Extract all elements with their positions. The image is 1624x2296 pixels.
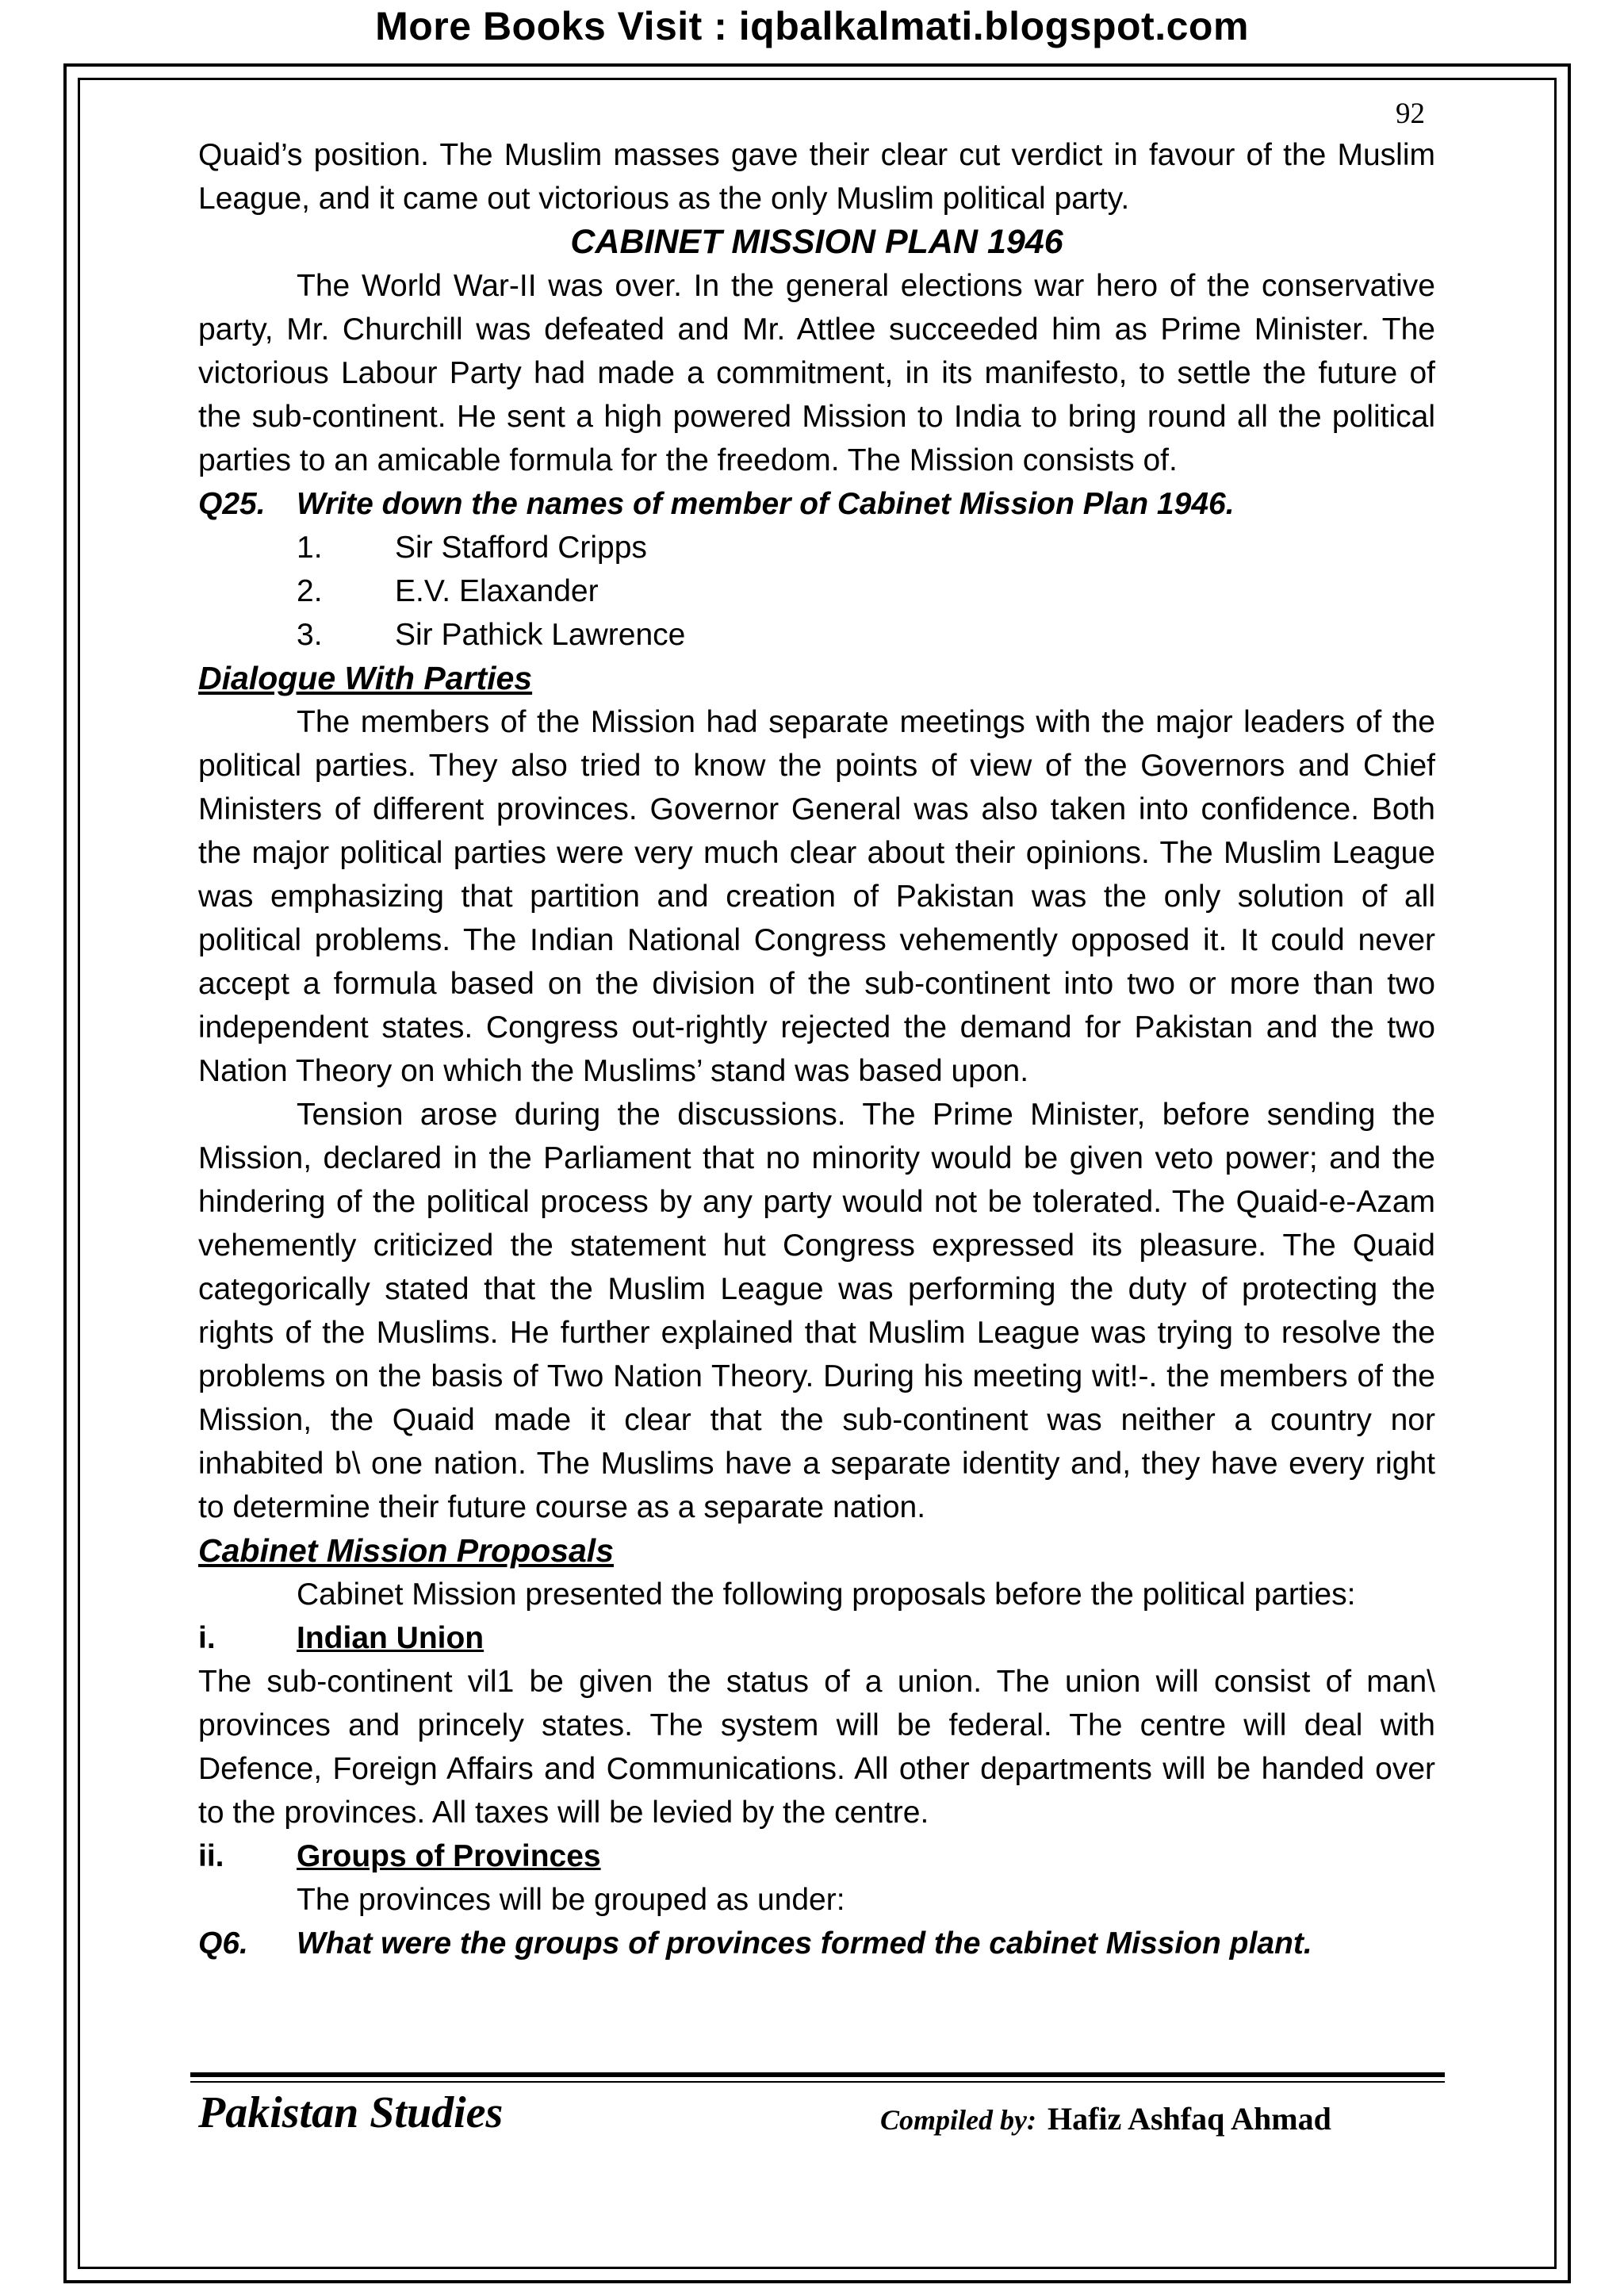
header-banner: More Books Visit : iqbalkalmati.blogspot.com [375,4,1249,48]
list-item [198,569,1435,613]
page-number: 92 [1396,98,1425,130]
list-item-number: 2. [297,574,323,608]
section-paragraph: The World War-II was over. In the general elections war hero of the conservative party, Mr. Churchill was defeated and Mr. Attlee succeeded him as Prime Minister. The victorious Labour Party had made a commitment, in its manifesto, to settle the future of the sub-continent. He sent a high powered Mission to India to bring round all the political parties to an amicable formula for the freedom. The Mission consists of. [198,269,1435,477]
question-6 [198,1922,1435,1965]
member-list [198,526,1435,657]
dialogue-heading: Dialogue With Parties [198,660,533,696]
footer-book-title: Pakistan Studies [198,2088,504,2137]
page-content [198,133,1435,1965]
question-number: Q25. [198,487,266,521]
list-item [198,526,1435,569]
proposal-title: Indian Union [297,1621,485,1655]
proposal-title: Groups of Provinces [297,1839,601,1873]
list-item-number: 1. [297,531,323,565]
footer-divider-thin [190,2081,1445,2083]
question-text: What were the groups of provinces formed the cabinet Mission plant. [297,1926,1312,1961]
proposal-item-1 [198,1616,1435,1660]
author-name: Hafiz Ashfaq Ahmad [1047,2101,1331,2137]
proposal-number: ii. [198,1839,224,1873]
proposal-item-2-text: The provinces will be grouped as under: [297,1883,845,1917]
dialogue-paragraph-1: The members of the Mission had separate meetings with the major leaders of the political parties. They also tried to know the points of view of the Governors and Chief Ministers of different provinces. Governor General was also taken into confidence. Both the major political parties were very much clear about their opinions. The Muslim League was emphasizing that partition and creation of Pakistan was the only solution of all political problems. The Indian National Congress vehemently opposed it. It could never accept a formula based on the division of the sub-continent into two or more than two independent states. Congress out-rightly rejected the demand for Pakistan and the two Nation Theory on which the Muslims’ stand was based upon. [198,705,1435,1088]
intro-paragraph: Quaid’s position. The Muslim masses gave their clear cut verdict in favour of the Muslim League, and it came out victorious as the only Muslim political party. [198,138,1435,216]
question-number: Q6. [198,1926,248,1961]
proposal-number: i. [198,1621,216,1655]
question-25 [198,482,1435,526]
list-item [198,613,1435,657]
list-item-text: Sir Stafford Cripps [395,531,647,565]
section-title: CABINET MISSION PLAN 1946 [570,223,1063,261]
list-item-text: E.V. Elaxander [395,574,599,608]
list-item-number: 3. [297,618,323,652]
proposal-item-2 [198,1834,1435,1878]
footer-divider [190,2072,1445,2077]
proposals-heading: Cabinet Mission Proposals [198,1532,614,1569]
compiled-by-label: Compiled by: [880,2104,1036,2136]
footer-credit [880,2100,1331,2137]
question-text: Write down the names of member of Cabinet Mission Plan 1946. [297,487,1235,521]
proposal-item-1-text: The sub-continent vil1 be given the status of a union. The union will consist of man\ provinces and princely states. The system will be federal. The centre will deal with Defence, Foreign Affairs and Communications. All other departments will be handed over to the provinces. All taxes will be levied by the centre. [198,1665,1435,1830]
dialogue-paragraph-2: Tension arose during the discussions. The Prime Minister, before sending the Mission, declared in the Parliament that no minority would be given veto power; and the hindering of the political process by any party would not be tolerated. The Quaid-e-Azam vehemently criticized the statement hut Congress expressed its pleasure. The Quaid categorically stated that the Muslim League was performing the duty of protecting the rights of the Muslims. He further explained that Muslim League was trying to resolve the problems on the basis of Two Nation Theory. During his meeting wit!-. the members of the Mission, the Quaid made it clear that the sub-continent was neither a country nor inhabited b\ one nation. The Muslims have a separate identity and, they have every right to determine their future course as a separate nation. [198,1098,1435,1524]
list-item-text: Sir Pathick Lawrence [395,618,686,652]
proposals-intro: Cabinet Mission presented the following proposals before the political parties: [297,1577,1356,1612]
